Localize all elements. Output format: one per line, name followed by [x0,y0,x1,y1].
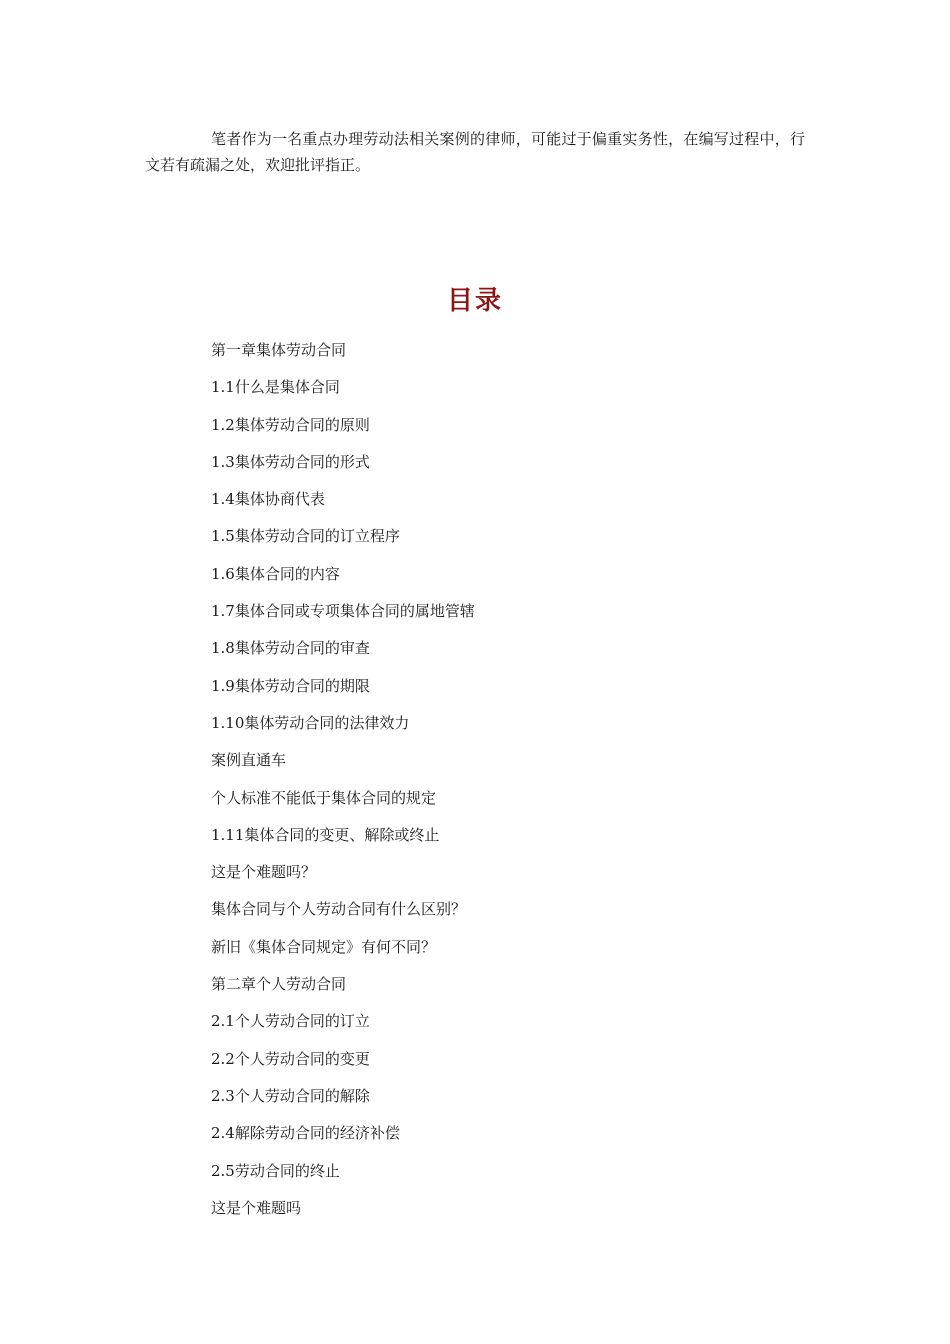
toc-title: 目录 [446,286,503,316]
toc-item: 1.2集体劳动合同的原则 [211,415,370,434]
toc-item: 1.3集体劳动合同的形式 [211,452,370,471]
toc-item: 2.3个人劳动合同的解除 [211,1086,370,1105]
toc-item: 1.9集体劳动合同的期限 [211,676,370,695]
toc-item: 2.4解除劳动合同的经济补偿 [211,1124,400,1143]
toc-item: 2.2个人劳动合同的变更 [211,1049,370,1068]
toc-item: 集体合同与个人劳动合同有什么区别？ [211,900,467,919]
toc-item: 1.8集体劳动合同的审查 [211,639,370,658]
toc-item: 新旧《集体合同规定》有何不同？ [211,937,437,956]
toc-item: 个人标准不能低于集体合同的规定 [211,788,437,807]
toc-item: 案例直通车 [211,751,287,770]
toc-item: 1.4集体协商代表 [211,490,325,509]
toc-item: 第一章集体劳动合同 [211,341,347,359]
toc-item: 1.1什么是集体合同 [211,378,340,397]
toc-item: 第二章个人劳动合同 [211,975,347,994]
toc-item: 这是个难题吗 [211,1198,302,1217]
toc-item: 1.5集体劳动合同的订立程序 [211,527,400,546]
toc-item: 这是个难题吗？ [211,863,317,882]
toc-item: 2.5劳动合同的终止 [211,1161,340,1180]
toc-list [211,338,475,1233]
toc-item: 1.7集体合同或专项集体合同的属地管辖 [211,602,475,621]
toc-item: 1.6集体合同的内容 [211,564,340,583]
toc-item: 1.10集体劳动合同的法律效力 [211,713,410,732]
toc-item: 1.11集体合同的变更、解除或终止 [211,825,440,844]
toc-item: 2.1个人劳动合同的订立 [211,1012,370,1031]
intro-paragraph: 笔者作为一名重点办理劳动法相关案例的律师，可能过于偏重实务性，在编写过程中，行文若有疏漏之处，欢迎批评指正。 [145,130,805,174]
